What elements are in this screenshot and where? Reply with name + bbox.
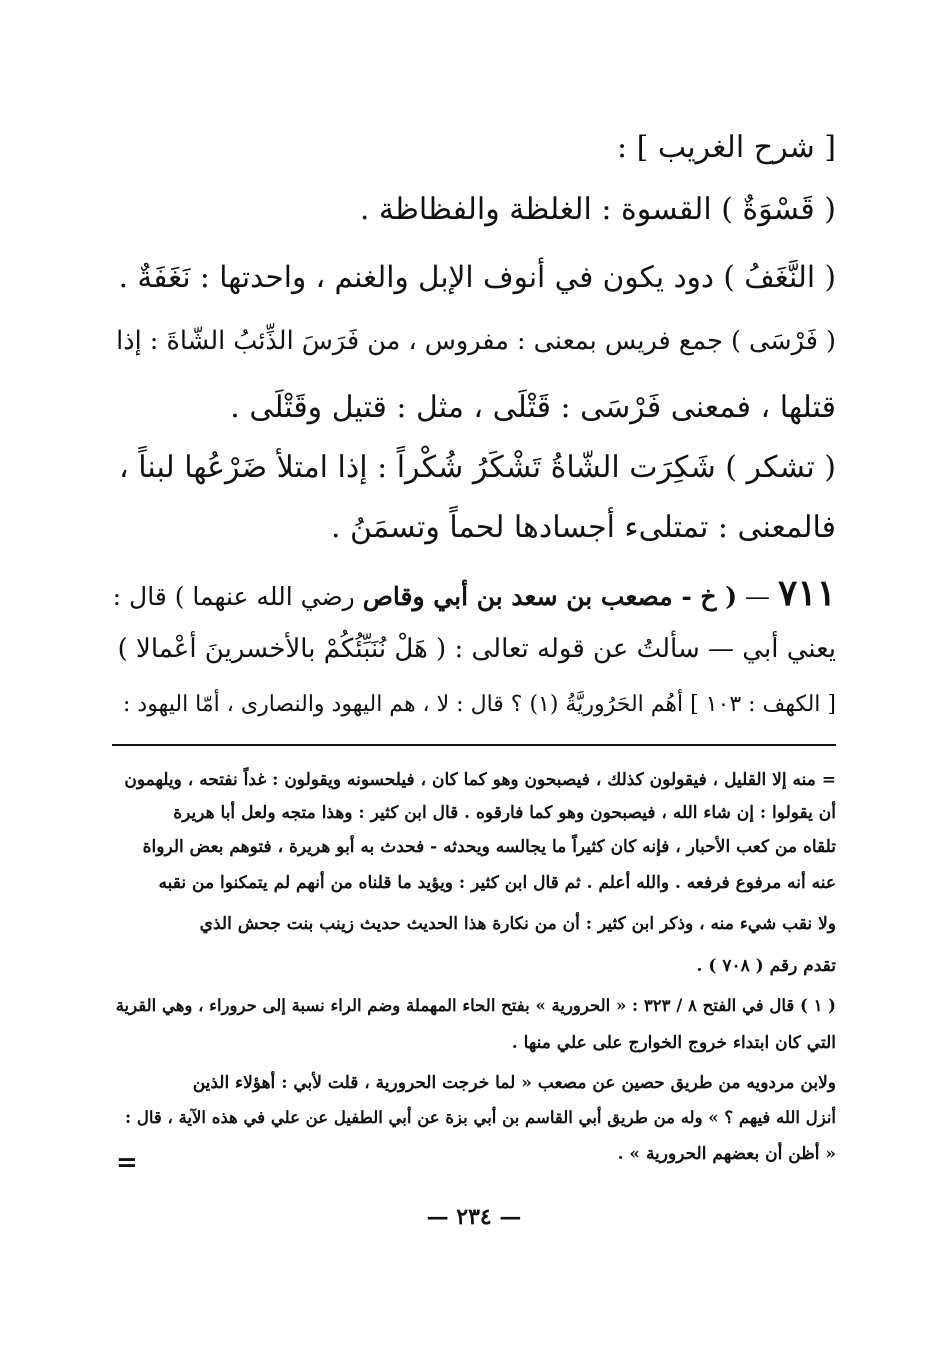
footnote-line-8: التي كان ابتداء خروج الخوارج على علي منها . xyxy=(511,1033,836,1053)
footnote-line-4: عنه أنه مرفوع فرفعه . والله أعلم . ثم قال ابن كثير : ويؤيد ما قلناه من أنهم لم يتمكنوا من نقبه xyxy=(158,873,836,893)
hadith-source: ( خ - مصعب بن سعد بن أبي وقاص xyxy=(362,582,738,611)
footnote-line-10: أنزل الله فيهم ؟ » وله من طريق أبي القاسم بن أبي بزة عن أبي الطفيل عن علي في هذه الآية ، قال : xyxy=(125,1108,836,1127)
hadith-number: ٧١١ xyxy=(777,572,836,614)
body-line-3: ( فَرْسَى ) جمع فريس بمعنى : مفروس ، من فَرَسَ الذِّئبُ الشّاةَ : إذا xyxy=(116,326,836,356)
page-number: — ٢٣٤ — xyxy=(426,1204,522,1230)
footnote-line-9: ولابن مردويه من طريق حصين عن مصعب « لما خرجت الحرورية ، قلت لأبي : أهؤلاء الذين xyxy=(192,1073,836,1093)
hadith-header xyxy=(113,572,836,614)
body-line-2: ( النَّغَفُ ) دود يكون في أنوف الإبل والغنم ، واحدتها : نَغَفَةٌ . xyxy=(118,260,836,294)
footnote-line-3: تلقاه من كعب الأحبار ، فإنه كان كثيراً ما يجالسه ويحدثه - فحدث به أبو هريرة ، فتوهم بعض الرواة xyxy=(142,837,836,857)
body-line-6: فالمعنى : تمتلىء أجسادها لحماً وتسمَنُ . xyxy=(330,510,836,545)
hadith-line-2: يعني أبي — سألتُ عن قوله تعالى : ( هَلْ نُنَبِّئُكُمْ بالأخسرينَ أعْمالا ) xyxy=(117,634,836,664)
footnote-line-2: أن يقولوا : إن شاء الله ، فيصبحون وهو كما فارقوه . قال ابن كثير : وهذا متجه ولعل أبا هريرة xyxy=(173,803,836,823)
body-line-4: قتلها ، فمعنى فَرْسَى : قَتْلَى ، مثل : قتيل وقَتْلَى . xyxy=(230,390,836,425)
footnote-line-6: تقدم رقم ( ٧٠٨ ) . xyxy=(696,956,836,976)
hadith-rest: رضي الله عنهما ) قال : xyxy=(112,582,355,611)
footnote-line-7: ( ١ ) قال في الفتح ٨ / ٣٢٣ : « الحرورية » بفتح الحاء المهملة وضم الراء نسبة إلى حروراء ، وهي القرية xyxy=(115,996,836,1015)
footnote-line-11: « أظن أن بعضهم الحرورية » . xyxy=(617,1144,836,1164)
footnote-line-1: = منه إلا القليل ، فيقولون كذلك ، فيصبحون وهو كما كان ، فيلحسونه ويقولون : غداً نفتحه ، ويلهمون xyxy=(124,770,836,790)
hadith-dash: — xyxy=(745,582,771,611)
body-line-1: ( قَسْوَةٌ ) القسوة : الغلظة والفظاظة . xyxy=(359,192,836,227)
footnote-line-5: ولا نقب شيء منه ، وذكر ابن كثير : أن من نكارة هذا الحديث حديث زينب بنت جحش الذي xyxy=(199,914,836,934)
hadith-line-3: [ الكهف : ١٠٣ ] أهُم الحَرُوريَّةُ (١) ؟ قال : لا ، هم اليهود والنصارى ، أمّا اليهود : xyxy=(123,692,836,717)
section-heading: [ شرح الغريب ] : xyxy=(616,130,836,165)
footnote-separator xyxy=(112,744,836,746)
body-line-5: ( تشكر ) شَكِرَت الشّاةُ تَشْكَرُ شُكْراً : إذا امتلأ ضَرْعُها لبناً ، xyxy=(119,450,836,485)
continuation-mark: = xyxy=(116,1148,138,1178)
